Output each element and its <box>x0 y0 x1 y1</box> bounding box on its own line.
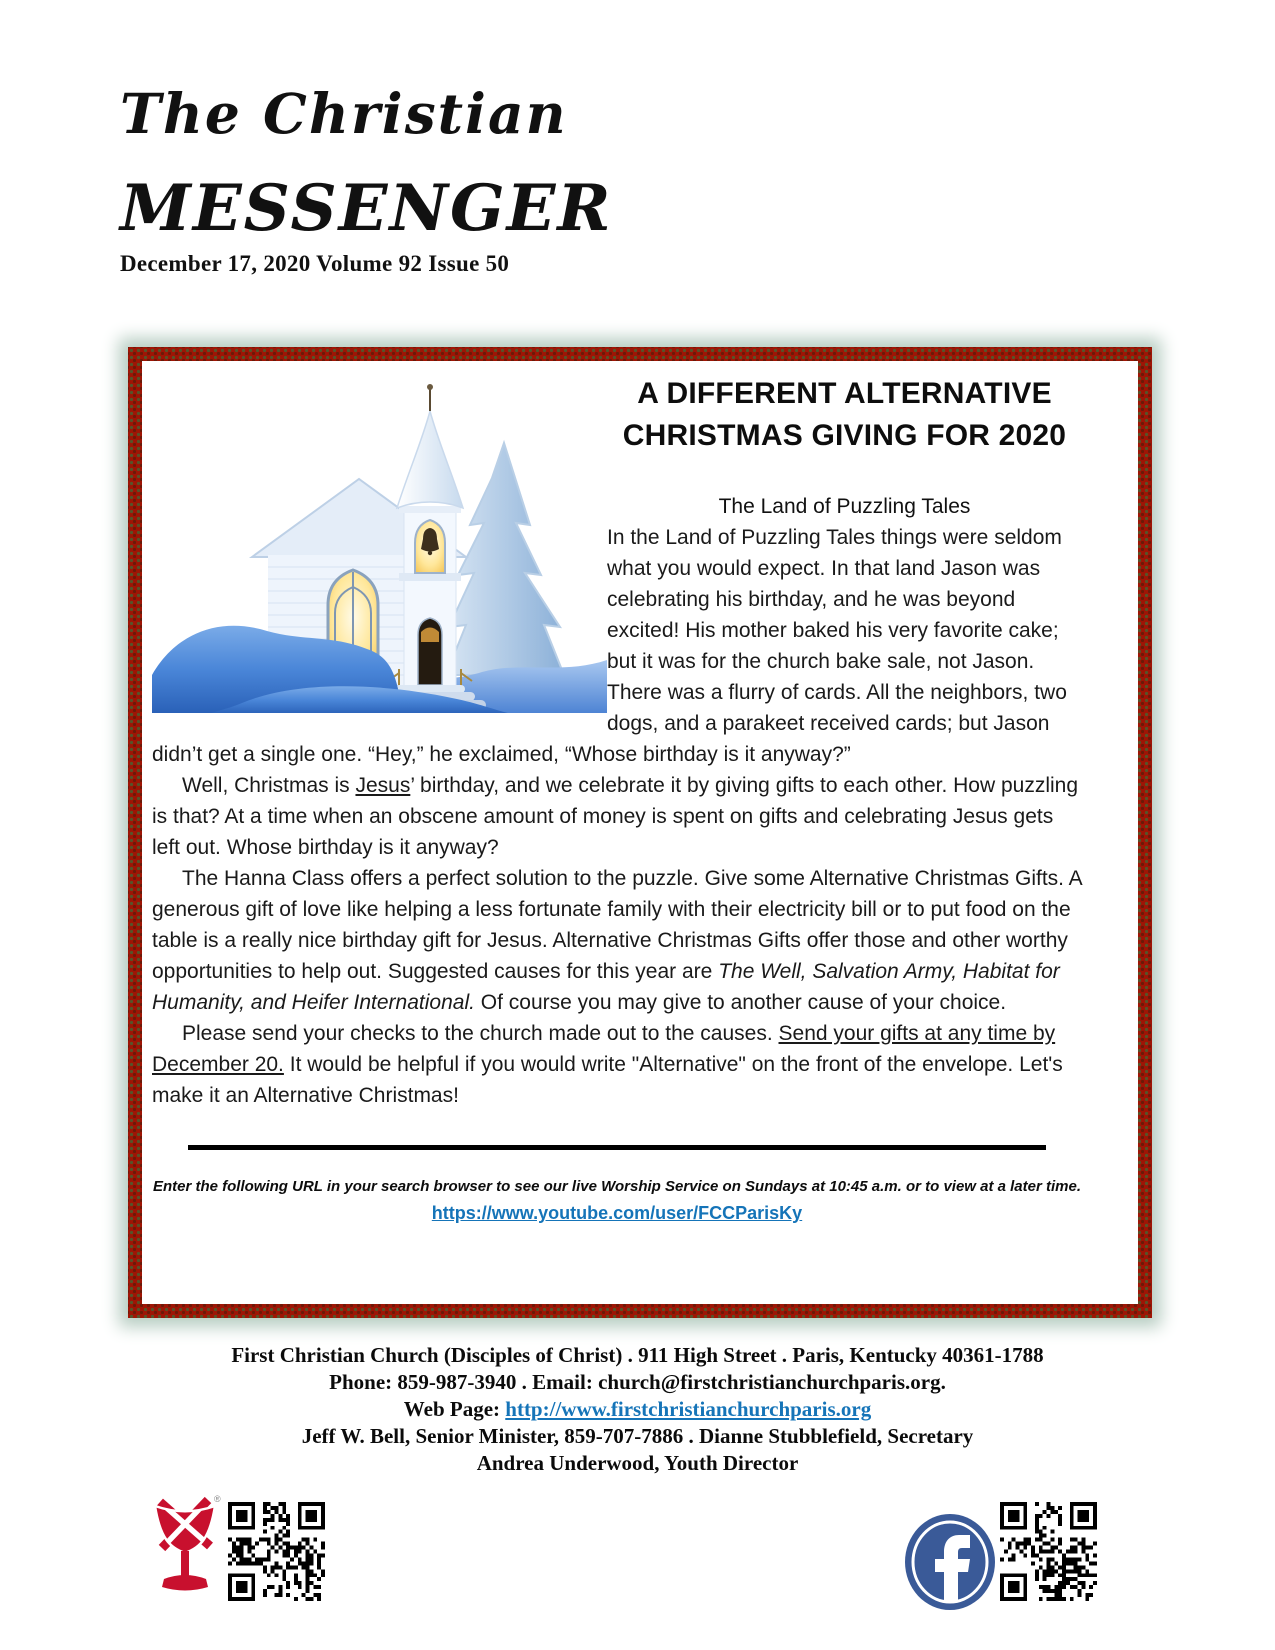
webpage-label: Web Page: <box>403 1397 506 1421</box>
footer-line-webpage <box>0 1396 1275 1423</box>
paragraph-3-text-b: Of course you may give to another cause of your choice. <box>474 991 1007 1014</box>
web-page-link[interactable]: http://www.firstchristianchurchparis.org <box>505 1397 872 1421</box>
youtube-link[interactable]: https://www.youtube.com/user/FCCParisKy <box>431 1203 803 1223</box>
chalice-icon <box>150 1490 224 1594</box>
masthead-dateline: December 17, 2020 Volume 92 Issue 50 <box>120 251 510 276</box>
footer-line-phone-email: Phone: 859-987-3940 . Email: church@firstchristianchurchparis.org. <box>329 1370 946 1394</box>
article-paragraph-2 <box>152 770 1082 863</box>
service-note: Enter the following URL in your search browser to see our live Worship Service on Sundays at 10:45 a.m. or to view at a later time. <box>152 1178 1082 1195</box>
paragraph-2-underlined: Jesus <box>355 774 411 797</box>
article-title-line2: CHRISTMAS GIVING FOR 2020 <box>622 419 1067 452</box>
paragraph-4-text: Please send your checks to the church made out to the causes. <box>182 1022 779 1045</box>
article-title-line1: A DIFFERENT ALTERNATIVE <box>637 377 1052 410</box>
masthead-subtitle: MESSENGER <box>120 171 613 246</box>
footer-line-staff: Jeff W. Bell, Senior Minister, 859-707-7886 . Dianne Stubblefield, Secretary <box>301 1424 974 1448</box>
facebook-icon <box>903 1512 997 1612</box>
article-box <box>128 347 1152 1318</box>
story-heading: The Land of Puzzling Tales <box>718 495 971 518</box>
paragraph-4-text-b: It would be helpful if you would write "Alternative" on the front of the envelope. Let's make it an Alternative Christmas! <box>152 1053 1063 1107</box>
paragraph-3-text: The Hanna Class offers a perfect solution to the puzzle. Give some Alternative Christmas Gifts. A generous gift of love like helping a less fortunate family with their electricity bill or to put food on the table is a really nice birthday gift for Jesus. Alternative Christmas Gifts offer those and other worthy opportunities to help out. Suggested causes for this year are <box>152 867 1082 983</box>
divider-rule <box>188 1145 1046 1150</box>
service-link-row <box>152 1203 1082 1224</box>
paragraph-4-underlined: Send your gifts at any time by December 20. <box>152 1022 1056 1076</box>
footer-line-address: First Christian Church (Disciples of Christ) . 911 High Street . Paris, Kentucky 40361-1788 <box>231 1343 1044 1367</box>
paragraph-3-italic: The Well, Salvation Army, Habitat for Humanity, and Heifer International. <box>152 960 1060 1014</box>
footer-line-youth-director: Andrea Underwood, Youth Director <box>476 1451 799 1475</box>
masthead-title: The Christian <box>120 81 568 146</box>
paragraph-2-text-b: ’ birthday, and we celebrate it by giving gifts to each other. How puzzling is that? At a time when an obscene amount of money is spent on gifts and celebrating Jesus gets left out. Whose birthday is it anyway? <box>152 774 1079 859</box>
footer-contact-block <box>0 1342 1275 1477</box>
article-paragraph-4 <box>152 1018 1082 1111</box>
church-image <box>152 373 607 713</box>
article-paragraph-3 <box>152 863 1082 1018</box>
masthead <box>120 81 613 277</box>
qr-code-left <box>228 1502 325 1601</box>
paragraph-2-text: Well, Christmas is <box>182 774 356 797</box>
article-paragraph-1: In the Land of Puzzling Tales things were seldom what you would expect. In that land Jason was celebrating his birthday, and he was beyond excited! His mother baked his very favorite cake; but it was for the church bake sale, not Jason. There was a flurry of cards. All the neighbors, two dogs, and a parakeet received cards; but Jason didn’t get a single one. “Hey,” he exclaimed, “Whose birthday is it anyway?” <box>152 526 1067 766</box>
article-content <box>142 361 1138 1304</box>
registered-mark: ® <box>214 1494 221 1504</box>
church-winter-illustration <box>152 373 607 713</box>
qr-code-right <box>1000 1502 1097 1601</box>
